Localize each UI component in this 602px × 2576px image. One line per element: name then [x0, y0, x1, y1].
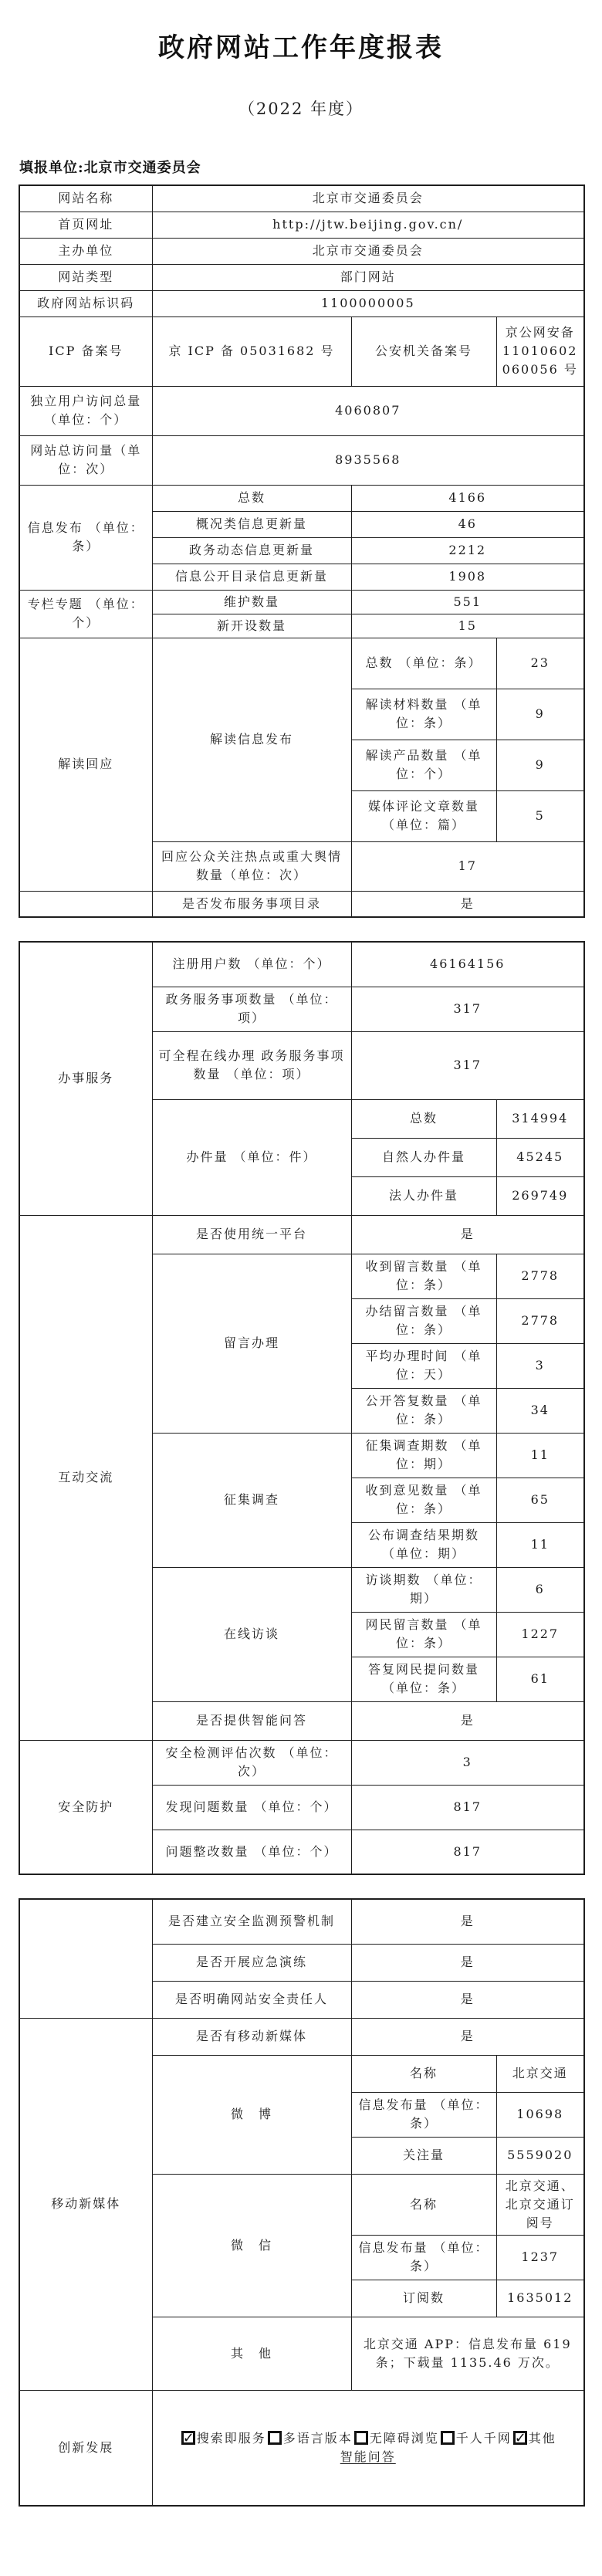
other-media-value: 北京交通 APP：信息发布量 619 条；下载量 1135.46 万次。 — [351, 2317, 584, 2390]
interview-replies-label: 答复网民提问数量 （单位：条） — [351, 1657, 496, 1701]
police-record-value: 京公网安备 11010602060056 号 — [496, 316, 584, 386]
messages-group-label: 留言办理 — [152, 1254, 351, 1433]
weibo-name-label: 名称 — [351, 2055, 496, 2092]
problems-found-label: 发现问题数量 （单位：个） — [152, 1785, 351, 1830]
info-overview-label: 概况类信息更新量 — [152, 511, 351, 537]
weibo-name-value: 北京交通 — [496, 2055, 584, 2092]
wechat-group-label: 微 信 — [152, 2174, 351, 2317]
sponsor-value: 北京市交通委员会 — [152, 238, 584, 264]
unique-visitors-value: 4060807 — [152, 386, 584, 435]
unified-platform-value: 是 — [351, 1215, 584, 1254]
registered-users-value: 46164156 — [351, 942, 584, 987]
interaction-group-label: 互动交流 — [19, 1215, 152, 1740]
surveys-group-label: 征集调查 — [152, 1433, 351, 1567]
transactions-natural-value: 45245 — [496, 1138, 584, 1176]
survey-results-label: 公布调查结果期数 （单位：期） — [351, 1522, 496, 1567]
interpret-products-label: 解读产品数量 （单位：个） — [351, 740, 496, 790]
interview-periods-value: 6 — [496, 1567, 584, 1612]
service-catalog-label: 是否发布服务事项目录 — [152, 891, 351, 917]
checkbox-multilingual-label: 多语言版本 — [282, 2430, 353, 2446]
weibo-followers-label: 关注量 — [351, 2137, 496, 2174]
checkbox-accessibility-label: 无障碍浏览 — [369, 2430, 439, 2446]
table-services-interaction — [19, 941, 585, 1875]
security-group-label: 安全防护 — [19, 1740, 152, 1874]
survey-opinions-label: 收到意见数量 （单位：条） — [351, 1478, 496, 1522]
interpret-total-label: 总数 （单位：条） — [351, 638, 496, 689]
services-group-label: 办事服务 — [19, 942, 152, 1215]
warning-mechanism-label: 是否建立安全监测预警机制 — [152, 1899, 351, 1944]
info-release-group-label: 信息发布 （单位：条） — [19, 485, 152, 590]
checkbox-multilingual-icon — [268, 2431, 282, 2445]
online-items-value: 317 — [351, 1031, 584, 1099]
messages-avg-days-value: 3 — [496, 1343, 584, 1388]
interview-replies-value: 61 — [496, 1657, 584, 1701]
innovation-group-label: 创新发展 — [19, 2390, 152, 2506]
emergency-drill-value: 是 — [351, 1944, 584, 1981]
table-basic-info — [19, 184, 585, 918]
site-code-value: 1100000005 — [152, 290, 584, 316]
media-articles-value: 5 — [496, 790, 584, 841]
survey-opinions-value: 65 — [496, 1478, 584, 1522]
wechat-name-label: 名称 — [351, 2174, 496, 2235]
hot-topics-label: 回应公众关注热点或重大舆情数量（单位：次） — [152, 841, 351, 891]
service-items-label: 政务服务事项数量 （单位：项） — [152, 987, 351, 1031]
checkbox-other-label: 其他 — [528, 2430, 556, 2446]
other-media-label: 其 他 — [152, 2317, 351, 2390]
checkbox-personalized-icon — [441, 2431, 455, 2445]
weibo-posts-value: 10698 — [496, 2092, 584, 2137]
icp-label: ICP 备案号 — [19, 316, 152, 386]
has-mobile-value: 是 — [351, 2018, 584, 2055]
interpretation-release-label: 解读信息发布 — [152, 638, 351, 841]
transactions-total-label: 总数 — [351, 1099, 496, 1138]
empty-cell — [19, 891, 152, 917]
netizen-messages-label: 网民留言数量 （单位：条） — [351, 1612, 496, 1657]
info-dynamic-value: 2212 — [351, 537, 584, 564]
smart-qa-value: 是 — [351, 1701, 584, 1740]
transactions-legal-value: 269749 — [496, 1176, 584, 1215]
interpret-materials-label: 解读材料数量 （单位：条） — [351, 689, 496, 740]
columns-new-label: 新开设数量 — [152, 614, 351, 638]
wechat-name-value: 北京交通、北京交通订阅号 — [496, 2174, 584, 2235]
messages-received-value: 2778 — [496, 1254, 584, 1298]
innovation-option — [353, 2431, 439, 2446]
site-type-label: 网站类型 — [19, 264, 152, 290]
survey-results-value: 11 — [496, 1522, 584, 1567]
messages-completed-label: 办结留言数量 （单位：条） — [351, 1298, 496, 1343]
public-replies-label: 公开答复数量 （单位：条） — [351, 1388, 496, 1433]
smart-qa-label: 是否提供智能问答 — [152, 1701, 351, 1740]
info-catalog-label: 信息公开目录信息更新量 — [152, 564, 351, 590]
report-year: （2022 年度） — [238, 100, 364, 118]
transactions-natural-label: 自然人办件量 — [351, 1138, 496, 1176]
total-visits-value: 8935568 — [152, 435, 584, 485]
icp-value: 京 ICP 备 05031682 号 — [152, 316, 351, 386]
innovation-option — [180, 2431, 266, 2446]
security-officer-label: 是否明确网站安全责任人 — [152, 1981, 351, 2018]
wechat-subscribers-value: 1635012 — [496, 2280, 584, 2317]
site-name-value: 北京市交通委员会 — [152, 185, 584, 212]
page-title: 政府网站工作年度报表 — [158, 32, 444, 63]
info-overview-value: 46 — [351, 511, 584, 537]
interpretation-group-label: 解读回应 — [19, 638, 152, 891]
messages-completed-value: 2778 — [496, 1298, 584, 1343]
checkbox-other-icon — [513, 2431, 527, 2445]
info-catalog-value: 1908 — [351, 564, 584, 590]
table-mobile-innovation — [19, 1898, 585, 2507]
service-items-value: 317 — [351, 987, 584, 1031]
interpret-materials-value: 9 — [496, 689, 584, 740]
interviews-group-label: 在线访谈 — [152, 1567, 351, 1701]
interview-periods-label: 访谈期数 （单位：期） — [351, 1567, 496, 1612]
transactions-legal-label: 法人办件量 — [351, 1176, 496, 1215]
checkbox-personalized-label: 千人千网 — [455, 2430, 512, 2446]
innovation-option — [266, 2431, 353, 2446]
weibo-posts-label: 信息发布量 （单位：条） — [351, 2092, 496, 2137]
online-items-label: 可全程在线办理 政务服务事项数量 （单位：项） — [152, 1031, 351, 1099]
info-total-label: 总数 — [152, 485, 351, 511]
warning-mechanism-value: 是 — [351, 1899, 584, 1944]
emergency-drill-label: 是否开展应急演练 — [152, 1944, 351, 1981]
hot-topics-value: 17 — [351, 841, 584, 891]
home-url-value: http://jtw.beijing.gov.cn/ — [152, 212, 584, 238]
unique-visitors-label: 独立用户访问总量（单位：个） — [19, 386, 152, 435]
checkbox-search-service-icon — [181, 2431, 195, 2445]
innovation-options-cell — [152, 2390, 584, 2506]
wechat-posts-value: 1237 — [496, 2235, 584, 2280]
interpret-products-value: 9 — [496, 740, 584, 790]
survey-periods-label: 征集调查期数 （单位：期） — [351, 1433, 496, 1478]
survey-periods-value: 11 — [496, 1433, 584, 1478]
empty-group-cell — [19, 1899, 152, 2018]
security-officer-value: 是 — [351, 1981, 584, 2018]
weibo-followers-value: 5559020 — [496, 2137, 584, 2174]
reporting-unit: 填报单位:北京市交通委员会 — [19, 160, 201, 176]
service-catalog-value: 是 — [351, 891, 584, 917]
transactions-group-label: 办件量 （单位：件） — [152, 1099, 351, 1215]
public-replies-value: 34 — [496, 1388, 584, 1433]
mobile-media-group-label: 移动新媒体 — [19, 2018, 152, 2390]
media-articles-label: 媒体评论文章数量 （单位：篇） — [351, 790, 496, 841]
interpret-total-value: 23 — [496, 638, 584, 689]
innovation-option — [512, 2431, 556, 2446]
problems-fixed-label: 问题整改数量 （单位：个） — [152, 1830, 351, 1874]
problems-fixed-value: 817 — [351, 1830, 584, 1874]
checkbox-search-service-label: 搜索即服务 — [196, 2430, 266, 2446]
registered-users-label: 注册用户数 （单位：个） — [152, 942, 351, 987]
wechat-posts-label: 信息发布量 （单位：条） — [351, 2235, 496, 2280]
messages-avg-days-label: 平均办理时间 （单位：天） — [351, 1343, 496, 1388]
site-code-label: 政府网站标识码 — [19, 290, 152, 316]
weibo-group-label: 微 博 — [152, 2055, 351, 2174]
site-type-value: 部门网站 — [152, 264, 584, 290]
sponsor-label: 主办单位 — [19, 238, 152, 264]
info-total-value: 4166 — [351, 485, 584, 511]
has-mobile-label: 是否有移动新媒体 — [152, 2018, 351, 2055]
columns-maintained-value: 551 — [351, 590, 584, 614]
security-assessments-label: 安全检测评估次数 （单位：次） — [152, 1740, 351, 1785]
site-name-label: 网站名称 — [19, 185, 152, 212]
innovation-option — [439, 2431, 512, 2446]
home-url-label: 首页网址 — [19, 212, 152, 238]
unified-platform-label: 是否使用统一平台 — [152, 1215, 351, 1254]
innovation-other-detail: 智能问答 — [340, 2449, 396, 2464]
netizen-messages-value: 1227 — [496, 1612, 584, 1657]
police-record-label: 公安机关备案号 — [351, 316, 496, 386]
problems-found-value: 817 — [351, 1785, 584, 1830]
messages-received-label: 收到留言数量 （单位：条） — [351, 1254, 496, 1298]
total-visits-label: 网站总访问量（单位：次） — [19, 435, 152, 485]
info-dynamic-label: 政务动态信息更新量 — [152, 537, 351, 564]
wechat-subscribers-label: 订阅数 — [351, 2280, 496, 2317]
columns-maintained-label: 维护数量 — [152, 590, 351, 614]
special-columns-group-label: 专栏专题 （单位：个） — [19, 590, 152, 638]
security-assessments-value: 3 — [351, 1740, 584, 1785]
checkbox-accessibility-icon — [354, 2431, 368, 2445]
transactions-total-value: 314994 — [496, 1099, 584, 1138]
columns-new-value: 15 — [351, 614, 584, 638]
